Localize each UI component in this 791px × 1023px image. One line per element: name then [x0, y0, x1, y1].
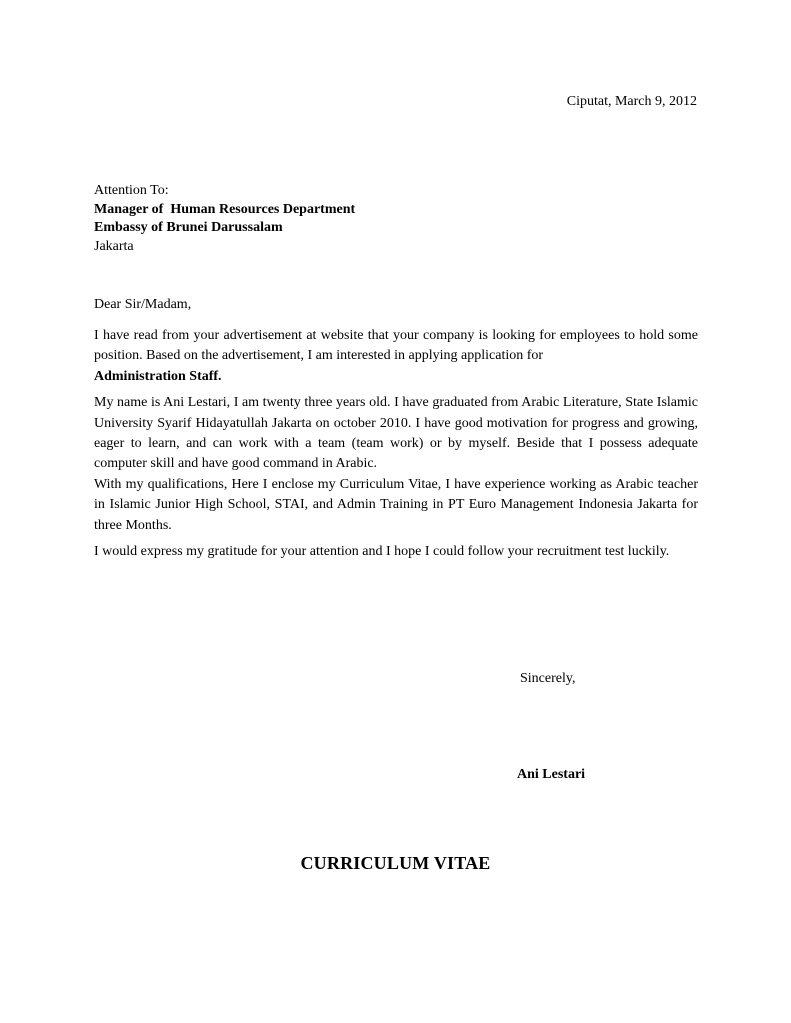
- attention-label: Attention To:: [94, 183, 169, 198]
- paragraph-background-text: My name is Ani Lestari, I am twenty three years old. I have graduated from Arabic Literature, State Islamic University Syarif Hidayatullah Jakarta on october 2010. I have good motivation for progress and growing, eager to learn, and can work with a team (team work) or by myself. Beside that I possess adequate computer skill and have good command in Arabic.: [94, 395, 698, 472]
- letter-date: Ciputat, March 9, 2012: [566, 94, 697, 109]
- closing: Sincerely,: [520, 671, 576, 686]
- paragraph-background: [94, 393, 698, 475]
- applied-position: Administration Staff.: [94, 368, 222, 384]
- recipient-city: Jakarta: [94, 238, 134, 254]
- letter-body: [94, 326, 698, 568]
- signature-name: Ani Lestari: [517, 767, 586, 782]
- curriculum-vitae-heading: CURRICULUM VITAE: [300, 853, 491, 873]
- paragraph-qualifications: [94, 475, 698, 536]
- salutation: Dear Sir/Madam,: [94, 297, 192, 312]
- paragraph-qualifications-text: With my qualifications, Here I enclose my Curriculum Vitae, I have experience working as Arabic teacher in Islamic Junior High School, STAI, and Admin Training in PT Euro Management Indonesia Jakarta for three Months.: [94, 476, 698, 533]
- recipient-block: [94, 182, 698, 256]
- paragraph-gratitude: [94, 542, 698, 562]
- recipient-title: Manager of Human Resources Department: [94, 201, 356, 217]
- paragraph-intro: [94, 326, 698, 387]
- paragraph-gratitude-text: I would express my gratitude for your attention and I hope I could follow your recruitment test luckily.: [94, 544, 670, 560]
- recipient-organization: Embassy of Brunei Darussalam: [94, 220, 283, 235]
- paragraph-intro-text: I have read from your advertisement at website that your company is looking for employees to hold some position. Based on the advertisement, I am interested in applying application for: [94, 328, 698, 364]
